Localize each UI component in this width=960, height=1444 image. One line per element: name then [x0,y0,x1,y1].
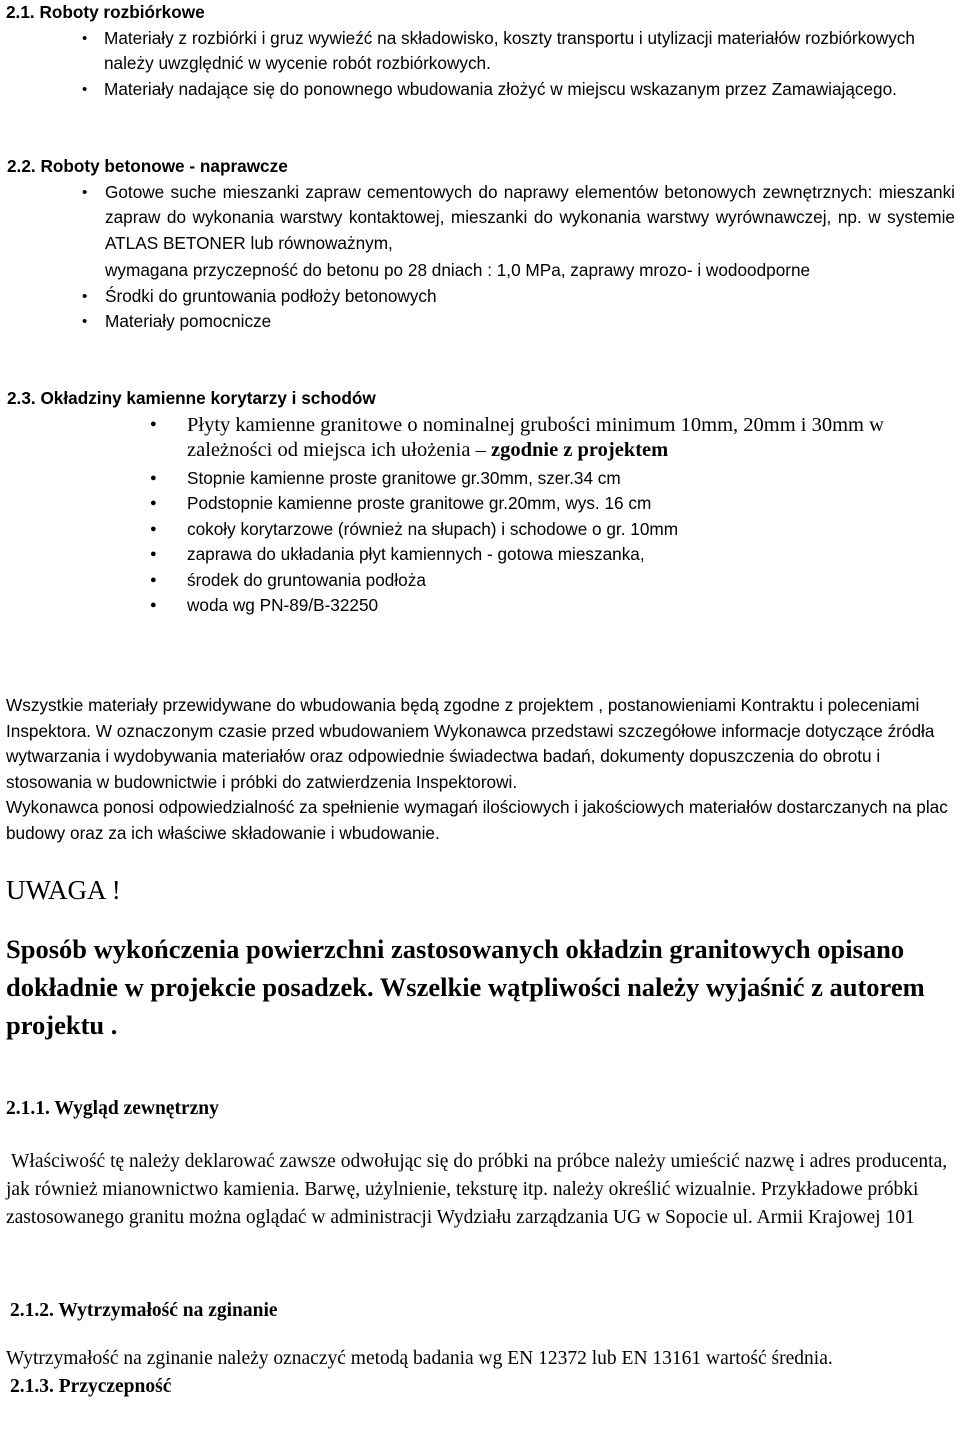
list-item: ● Stopnie kamienne proste granitowe gr.30mm, szer.34 cm [187,466,947,492]
section-2-2 [6,154,956,335]
subsection-2-1-2-text: Wytrzymałość na zginanie należy oznaczyć metodą badania wg EN 12372 lub EN 13161 wartość średnia. [6,1348,833,1369]
uwaga-title: UWAGA ! [6,875,121,905]
section-2-2-list [105,180,955,335]
list-item: • Materiały pomocnicze [105,309,955,335]
list-item: ● woda wg PN-89/B-32250 [187,593,947,619]
bullet-text: • Gotowe suche mieszanki zapraw cementowych do naprawy elementów betonowych zewnętrznych: mieszanki zapraw do wykonania warstwy kontaktowej, mieszanki do wykonania warstwy wyrównawczej, np. w systemie ATLAS BETONER lub równoważnym, [105,181,955,253]
paragraph-responsibility: Wykonawca ponosi odpowiedzialność za spełnienie wymagań ilościowych i jakościowych materiałów dostarczanych na plac budowy oraz za ich właściwe składowanie i wbudowanie. [6,797,948,843]
paragraph-materials: Wszystkie materiały przewidywane do wbudowania będą zgodne z projektem , postanowieniami Kontraktu i poleceniami Inspektora. W oznaczonym czasie przed wbudowaniem Wykonawca przedstawi szczegółowe informacje dotyczące źródła wytwarzania i wydobywania materiałów oraz odpowiednie świadectwa badań, dokumenty dopuszczenia do obrotu i stosowania w budownictwie i próbki do zatwierdzenia Inspektorowi. [6,695,935,792]
section-2-2-heading: 2.2. Roboty betonowe - naprawcze [7,156,288,176]
list-item [105,180,955,284]
list-item: ● cokoły korytarzowe (również na słupach) i schodowe o gr. 10mm [187,517,947,543]
section-2-1 [6,0,956,102]
list-item: ● zaprawa do układania płyt kamiennych - gotowa mieszanka, [187,542,947,568]
uwaga-text: Sposób wykończenia powierzchni zastosowanych okładzin granitowych opisano dokładnie w projekcie posadzek. Wszelkie wątpliwości należy wyjaśnić z autorem projektu . [6,934,925,1040]
section-2-1-list [104,26,954,103]
subsection-2-1-2 [6,1297,956,1401]
section-2-3 [6,386,956,619]
list-item: • Materiały nadające się do ponownego wbudowania złożyć w miejscu wskazanym przez Zamawiającego. [104,77,954,103]
item-text: Płyty kamienne granitowe o nominalnej grubości minimum 10mm, 20mm i 30mm w zależności od miejsca ich ułożenia – [187,413,884,461]
bullet-text-continued: wymagana przyczepność do betonu po 28 dniach : 1,0 MPa, zaprawy mrozo- i wodoodporne [105,260,811,280]
subsection-2-1-2-heading: 2.1.2. Wytrzymałość na zginanie [10,1300,278,1321]
item-emphasis: zgodnie z projektem [490,439,669,461]
list-item: ● Podstopnie kamienne proste granitowe gr.20mm, wys. 16 cm [187,491,947,517]
section-2-1-heading: 2.1. Roboty rozbiórkowe [6,2,205,22]
subsection-2-1-1-text: Właściwość tę należy deklarować zawsze odwołując się do próbki na próbce należy umieścić nazwę i adres producenta, jak również mianownictwo kamienia. Barwę, użylnienie, teksturę itp. należy określić wizualnie. Przykładowe próbki zastosowanego granitu można oglądać w administracji Wydziału zarządzania UG w Sopocie ul. Armii Krajowej 101 [6,1151,948,1228]
subsection-2-1-1-heading: 2.1.1. Wygląd zewnętrzny [6,1098,219,1119]
section-2-3-list [187,412,947,619]
section-2-3-heading: 2.3. Okładziny kamienne korytarzy i schodów [7,388,376,408]
materials-paragraphs [6,693,956,846]
subsection-2-1-3-heading: 2.1.3. Przyczepność [10,1376,172,1397]
list-item: • Materiały z rozbiórki i gruz wywieźć na składowisko, koszty transportu i utylizacji materiałów rozbiórkowych należy uwzględnić w wycenie robót rozbiórkowych. [104,26,954,77]
subsection-2-1-1 [6,1095,956,1232]
list-item [187,412,947,464]
uwaga-block [6,870,956,1044]
list-item: • Środki do gruntowania podłoży betonowych [105,284,955,310]
list-item: ● środek do gruntowania podłoża [187,568,947,594]
